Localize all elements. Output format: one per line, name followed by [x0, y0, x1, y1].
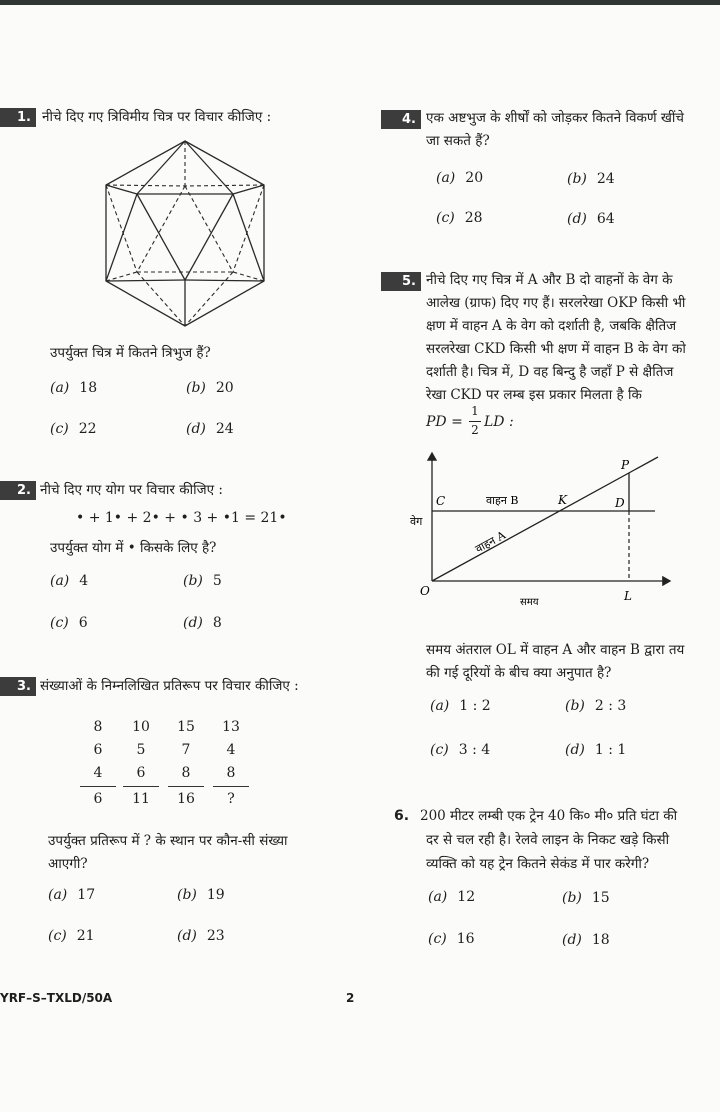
pattern-cell: 7 — [181, 742, 191, 758]
option-value: 3 : 4 — [458, 742, 491, 758]
q1-option-c[interactable] — [50, 421, 97, 437]
option-value: 24 — [596, 171, 615, 187]
option-label: (c) — [50, 421, 69, 437]
question-3-stem: संख्याओं के निम्नलिखित प्रतिरूप पर विचार कीजिए : — [40, 678, 299, 694]
fraction-bar — [469, 421, 481, 422]
option-label: (b) — [183, 573, 203, 589]
option-value: 23 — [206, 928, 225, 944]
question-2-stem: नीचे दिए गए योग पर विचार कीजिए : — [40, 482, 223, 498]
question-5-stem-line: दर्शाती है। चित्र में, D वह बिन्दु है जहाँ P से क्षैतिज — [426, 364, 674, 380]
pattern-cell: 11 — [132, 791, 150, 807]
option-label: (b) — [186, 380, 206, 396]
option-label: (b) — [565, 698, 585, 714]
question-5-stem-line: क्षण में वाहन A के वेग को दर्शाती है, जबकि क्षैतिज — [426, 318, 677, 334]
option-label: (a) — [50, 380, 70, 396]
option-value: 8 — [212, 615, 222, 631]
question-5-text-line1: समय अंतराल OL में वाहन A और वाहन B द्वारा तय — [426, 642, 685, 658]
line-okp — [432, 457, 658, 581]
question-3-text-line2: आएगी? — [48, 856, 88, 872]
option-label: (a) — [50, 573, 70, 589]
option-label: (a) — [48, 887, 68, 903]
question-6-stem-line: व्यक्ति को यह ट्रेन कितने सेकंड में पार करेगी? — [426, 856, 650, 872]
option-label: (d) — [565, 742, 585, 758]
pattern-cell: 10 — [132, 719, 150, 735]
option-label: (d) — [562, 932, 582, 948]
question-5-stem-line: रेखा CKD पर लम्ब इस प्रकार मिलता है कि — [426, 387, 642, 403]
q6-option-d[interactable] — [562, 932, 610, 948]
question-4-stem-line1: एक अष्टभुज के शीर्षों को जोड़कर कितने विकर्ण खींचे — [426, 110, 684, 126]
option-value: 1 : 2 — [459, 698, 491, 714]
question-1-stem: नीचे दिए गए त्रिविमीय चित्र पर विचार कीजिए : — [42, 109, 272, 125]
q5-option-a[interactable] — [430, 698, 491, 714]
question-2-text: उपर्युक्त योग में • किसके लिए है? — [50, 540, 217, 556]
q5-option-c[interactable] — [430, 742, 490, 758]
option-label: (c) — [430, 742, 449, 758]
question-5-number: 5. — [381, 272, 421, 291]
sum-line — [213, 786, 249, 787]
q1-option-a[interactable] — [50, 380, 97, 396]
option-label: (a) — [436, 170, 456, 186]
option-value: 18 — [591, 932, 610, 948]
q3-option-b[interactable] — [177, 887, 225, 903]
page-number: 2 — [346, 991, 355, 1005]
point-l-label: L — [624, 589, 632, 603]
question-5-text-line2: की गई दूरियों के बीच क्या अनुपात है? — [426, 665, 612, 681]
pattern-cell: 6 — [136, 765, 146, 781]
pattern-cell: 8 — [93, 719, 103, 735]
question-3-number: 3. — [0, 677, 36, 696]
q3-option-d[interactable] — [177, 928, 225, 944]
pattern-cell: 15 — [177, 719, 195, 735]
q3-option-c[interactable] — [48, 928, 95, 944]
question-2-number: 2. — [0, 481, 36, 500]
option-label: (b) — [177, 887, 197, 903]
option-value: 64 — [596, 211, 615, 227]
pattern-cell: 8 — [181, 765, 191, 781]
option-label: (c) — [48, 928, 67, 944]
sum-line — [80, 786, 116, 787]
question-2-equation: • + 1• + 2• + • 3 + •1 = 21• — [76, 510, 287, 526]
point-o-label: O — [420, 584, 430, 598]
icosahedron-figure — [100, 138, 270, 330]
x-axis-label: समय — [520, 597, 539, 608]
formula-left: PD = — [426, 414, 463, 430]
option-value: 16 — [456, 931, 475, 947]
option-value: 24 — [215, 421, 234, 437]
q1-option-b[interactable] — [186, 380, 234, 396]
q1-option-d[interactable] — [186, 421, 234, 437]
pattern-cell: 6 — [93, 742, 103, 758]
question-6-stem-line: दर से चल रही है। रेलवे लाइन के निकट खड़े किसी — [426, 832, 670, 848]
q4-option-a[interactable] — [436, 170, 483, 186]
option-value: 2 : 3 — [594, 698, 627, 714]
sum-line — [123, 786, 159, 787]
question-6-stem-line: 200 मीटर लम्बी एक ट्रेन 40 कि० मी० प्रति घंटा की — [420, 808, 678, 824]
q2-option-a[interactable] — [50, 573, 88, 589]
y-axis-label: वेग — [410, 515, 423, 528]
pattern-cell: 5 — [136, 742, 146, 758]
pattern-cell: 16 — [177, 791, 195, 807]
q2-option-b[interactable] — [183, 573, 222, 589]
formula-denominator: 2 — [471, 423, 479, 437]
question-5-stem-line: नीचे दिए गए चित्र में A और B दो वाहनों के वेग के — [426, 272, 673, 288]
question-5-stem-line: आलेख (ग्राफ) दिए गए हैं। सरलरेखा OKP किसी भी — [426, 295, 686, 311]
q6-option-b[interactable] — [562, 890, 610, 906]
option-label: (b) — [562, 890, 582, 906]
option-label: (d) — [183, 615, 203, 631]
vehicle-a-label: वाहन A — [473, 528, 508, 556]
q5-option-d[interactable] — [565, 742, 626, 758]
velocity-time-graph — [400, 445, 680, 610]
option-value: 4 — [79, 573, 89, 589]
option-value: 28 — [464, 210, 483, 226]
point-k-label: K — [558, 493, 567, 507]
formula-numerator: 1 — [471, 404, 479, 418]
option-label: (b) — [567, 171, 587, 187]
pattern-cell: ? — [227, 791, 235, 807]
booklet-code: YRF–S–TXLD/50A — [0, 991, 113, 1005]
question-4-stem-line2: जा सकते हैं? — [426, 133, 490, 149]
option-label: (a) — [428, 889, 448, 905]
option-value: 21 — [76, 928, 95, 944]
question-4-number: 4. — [381, 110, 421, 129]
q4-option-b[interactable] — [567, 171, 615, 187]
q6-option-a[interactable] — [428, 889, 475, 905]
option-value: 22 — [78, 421, 97, 437]
point-c-label: C — [436, 494, 446, 508]
option-label: (c) — [428, 931, 447, 947]
formula-right: LD : — [484, 414, 514, 430]
pattern-cell: 13 — [222, 719, 240, 735]
question-1-text: उपर्युक्त चित्र में कितने त्रिभुज हैं? — [50, 345, 211, 361]
q5-option-b[interactable] — [565, 698, 626, 714]
option-value: 18 — [79, 380, 98, 396]
sum-line — [168, 786, 204, 787]
pattern-cell: 4 — [226, 742, 236, 758]
option-value: 5 — [212, 573, 222, 589]
q4-option-c[interactable] — [436, 210, 483, 226]
q2-option-d[interactable] — [183, 615, 222, 631]
pattern-cell: 8 — [226, 765, 236, 781]
option-label: (a) — [430, 698, 450, 714]
top-border — [0, 0, 720, 5]
pattern-cell: 6 — [93, 791, 103, 807]
option-value: 15 — [591, 890, 610, 906]
point-d-label: D — [615, 496, 625, 510]
q2-option-c[interactable] — [50, 615, 88, 631]
point-p-label: P — [621, 458, 630, 472]
option-value: 20 — [465, 170, 484, 186]
option-value: 12 — [457, 889, 476, 905]
pattern-cell: 4 — [93, 765, 103, 781]
option-label: (d) — [567, 211, 587, 227]
question-3-text-line1: उपर्युक्त प्रतिरूप में ? के स्थान पर कौन-सी संख्या — [48, 833, 288, 849]
option-value: 17 — [77, 887, 96, 903]
option-label: (d) — [177, 928, 197, 944]
vehicle-b-label: वाहन B — [486, 494, 519, 507]
q4-option-d[interactable] — [567, 211, 615, 227]
question-5-stem-line: सरलरेखा CKD किसी भी क्षण में वाहन B के वेग को — [426, 341, 686, 357]
option-value: 20 — [215, 380, 234, 396]
question-1-number: 1. — [0, 108, 36, 127]
option-label: (d) — [186, 421, 206, 437]
option-label: (c) — [436, 210, 455, 226]
q6-option-c[interactable] — [428, 931, 475, 947]
option-label: (c) — [50, 615, 69, 631]
option-value: 6 — [78, 615, 88, 631]
question-6-number: 6. — [394, 808, 410, 824]
option-value: 19 — [206, 887, 225, 903]
q3-option-a[interactable] — [48, 887, 95, 903]
option-value: 1 : 1 — [594, 742, 627, 758]
